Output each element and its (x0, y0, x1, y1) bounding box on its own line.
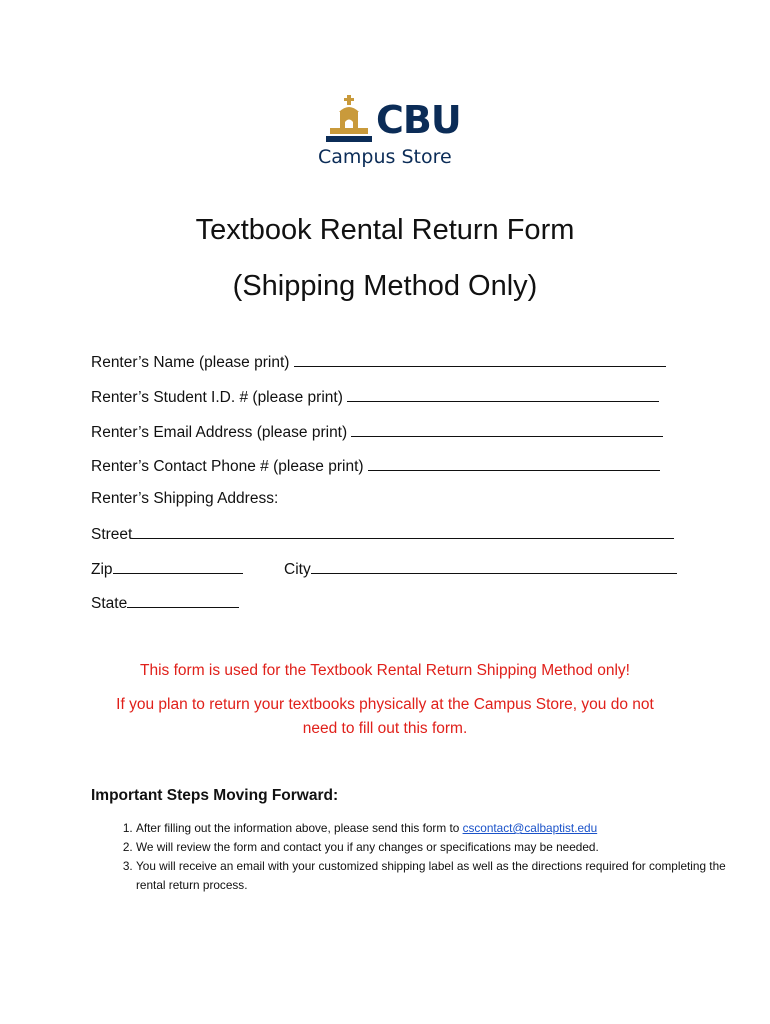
zip-blank[interactable] (113, 559, 243, 574)
cbu-logo (318, 94, 461, 174)
email-label: Renter’s Email Address (please print) (91, 424, 348, 441)
state-field[interactable] (91, 593, 239, 613)
form-subtitle: (Shipping Method Only) (232, 270, 538, 302)
email-link[interactable]: cscontact@calbaptist.edu (462, 821, 598, 835)
bell-tower-icon (324, 94, 374, 144)
name-label: Renter’s Name (please print) (91, 354, 290, 371)
steps-heading: Important Steps Moving Forward: (91, 787, 339, 804)
city-label: City (284, 561, 311, 578)
steps-list (92, 819, 736, 895)
notice-in-store-line1: If you plan to return your textbooks physically at the Campus Store, you do not (116, 696, 654, 713)
street-blank[interactable] (132, 524, 674, 539)
zip-field[interactable] (91, 559, 243, 579)
state-blank[interactable] (127, 593, 239, 608)
list-item: 3. You will receive an email with your customized shipping label as well as the directions required for completing the rental return process. (136, 857, 736, 895)
notice-shipping-only: This form is used for the Textbook Rental Return Shipping Method only! (140, 662, 630, 679)
zip-label: Zip (91, 561, 113, 578)
name-field[interactable] (91, 352, 666, 372)
student-id-blank[interactable] (347, 387, 659, 402)
notice-in-store-line2: need to fill out this form. (302, 720, 468, 737)
list-item (136, 819, 736, 838)
street-label: Street (91, 526, 133, 543)
email-blank[interactable] (351, 422, 663, 437)
email-field[interactable] (91, 422, 663, 442)
form-title: Textbook Rental Return Form (195, 214, 575, 246)
state-label: State (91, 595, 128, 612)
student-id-label: Renter’s Student I.D. # (please print) (91, 389, 343, 406)
city-field[interactable] (284, 559, 677, 579)
logo-wordmark: CBU (376, 98, 461, 142)
address-heading: Renter’s Shipping Address: (91, 490, 279, 507)
street-field[interactable] (91, 524, 674, 544)
city-blank[interactable] (311, 559, 677, 574)
name-blank[interactable] (294, 352, 666, 367)
phone-blank[interactable] (368, 456, 660, 471)
logo-subtitle: Campus Store (318, 146, 452, 168)
step-1-text: After filling out the information above, please send this form to (136, 821, 463, 835)
student-id-field[interactable] (91, 387, 659, 407)
phone-field[interactable] (91, 456, 660, 476)
list-item: 2. We will review the form and contact you if any changes or specifications may be needed. (136, 838, 736, 857)
phone-label: Renter’s Contact Phone # (please print) (91, 458, 364, 475)
